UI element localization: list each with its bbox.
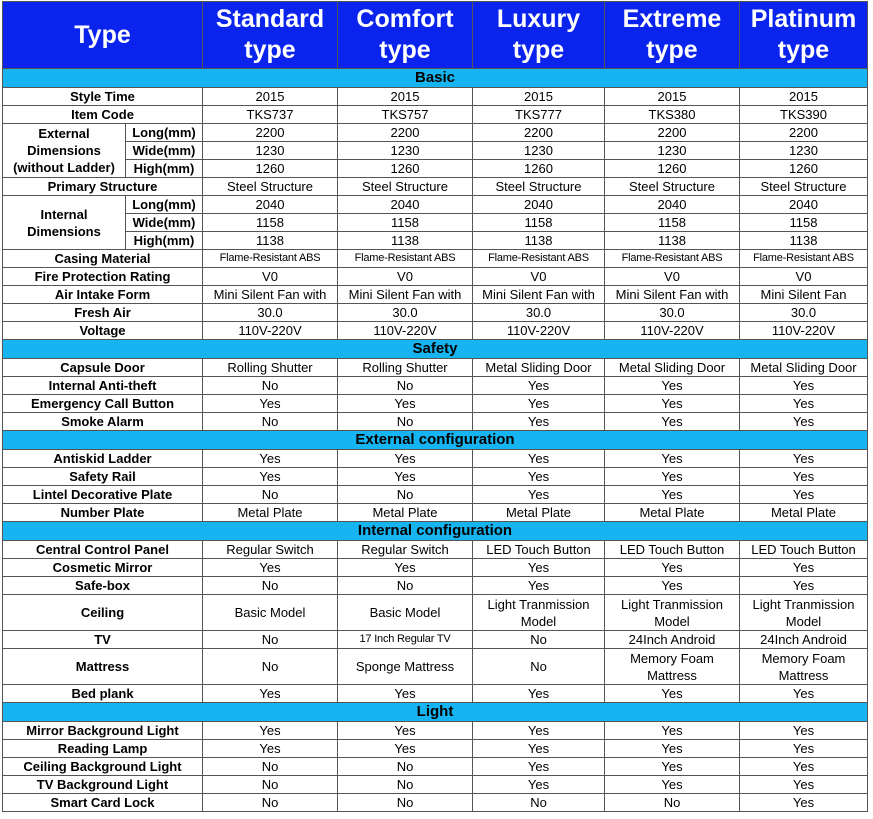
cell-value: LED Touch Button: [605, 541, 740, 559]
cell-value: Yes: [740, 577, 868, 595]
section-light: Light: [3, 703, 868, 722]
cell-value: No: [203, 758, 338, 776]
product-header-text: type: [244, 36, 296, 64]
table-row: [3, 577, 868, 595]
cell-value: Yes: [473, 758, 605, 776]
cell-value: Metal Sliding Door: [473, 359, 605, 377]
table-row: [3, 377, 868, 395]
cell-value: Yes: [740, 740, 868, 758]
table-row: [3, 559, 868, 577]
table-row: [3, 541, 868, 559]
cell-value: Regular Switch: [203, 541, 338, 559]
cell-value: Yes: [473, 577, 605, 595]
cell-value: Yes: [473, 395, 605, 413]
cell-value: 30.0: [203, 304, 338, 322]
cell-value: Yes: [740, 395, 868, 413]
sub-label-wide: Wide(mm): [126, 142, 203, 160]
cell-value: Yes: [605, 450, 740, 468]
table-row: [3, 142, 868, 160]
cell-value: Yes: [338, 722, 473, 740]
table-row: [3, 776, 868, 794]
cell-value: Yes: [740, 468, 868, 486]
cell-value: 1230: [473, 142, 605, 160]
product-header: [605, 2, 740, 69]
cell-value: 110V-220V: [605, 322, 740, 340]
row-label: Style Time: [3, 88, 203, 106]
product-header-text: type: [379, 36, 431, 64]
table-row: [3, 504, 868, 522]
cell-value: Yes: [203, 450, 338, 468]
cell-value: LED Touch Button: [740, 541, 868, 559]
cell-value: 110V-220V: [740, 322, 868, 340]
row-label: Central Control Panel: [3, 541, 203, 559]
cell-value: Yes: [473, 486, 605, 504]
row-label: Capsule Door: [3, 359, 203, 377]
cell-value: Metal Plate: [473, 504, 605, 522]
cell-value: Yes: [473, 450, 605, 468]
cell-value: 2015: [605, 88, 740, 106]
cell-value: Yes: [473, 468, 605, 486]
cell-value: Yes: [473, 740, 605, 758]
row-label: Antiskid Ladder: [3, 450, 203, 468]
cell-value: 17 Inch Regular TV: [338, 631, 473, 649]
table-row: [3, 413, 868, 431]
cell-value: V0: [473, 268, 605, 286]
cell-value: 1158: [338, 214, 473, 232]
cell-value: Mini Silent Fan: [740, 286, 868, 304]
cell-value: Yes: [473, 559, 605, 577]
group-label-external-dimensions: External Dimensions (without Ladder): [3, 124, 126, 178]
cell-value: Metal Plate: [338, 504, 473, 522]
cell-value: Yes: [338, 468, 473, 486]
cell-value: 1260: [740, 160, 868, 178]
cell-value: Memory Foam Mattress: [605, 649, 740, 685]
cell-value: 1138: [605, 232, 740, 250]
cell-value: No: [203, 794, 338, 812]
cell-value: Yes: [605, 486, 740, 504]
table-row: [3, 268, 868, 286]
header-row: [3, 2, 868, 69]
cell-value: 2015: [740, 88, 868, 106]
cell-value: No: [338, 577, 473, 595]
product-header-text: type: [777, 36, 830, 64]
row-label: Ceiling Background Light: [3, 758, 203, 776]
cell-value: 1158: [473, 214, 605, 232]
cell-value: 30.0: [338, 304, 473, 322]
cell-value: Basic Model: [203, 595, 338, 631]
row-label: Cosmetic Mirror: [3, 559, 203, 577]
sub-label-long: Long(mm): [126, 124, 203, 142]
cell-value: 1138: [473, 232, 605, 250]
row-label: Internal Anti-theft: [3, 377, 203, 395]
cell-value: TKS390: [740, 106, 868, 124]
cell-value: 110V-220V: [203, 322, 338, 340]
row-label: Mattress: [3, 649, 203, 685]
cell-value: Yes: [473, 722, 605, 740]
cell-value: Steel Structure: [338, 178, 473, 196]
cell-value: No: [203, 631, 338, 649]
cell-value: Yes: [473, 413, 605, 431]
row-label: Fire Protection Rating: [3, 268, 203, 286]
cell-value: 1158: [203, 214, 338, 232]
cell-value: No: [203, 486, 338, 504]
cell-value: Yes: [338, 450, 473, 468]
row-label: Lintel Decorative Plate: [3, 486, 203, 504]
cell-value: Metal Plate: [605, 504, 740, 522]
cell-value: Yes: [605, 377, 740, 395]
row-label: Air Intake Form: [3, 286, 203, 304]
cell-value: Yes: [605, 559, 740, 577]
row-label: Fresh Air: [3, 304, 203, 322]
cell-value: Yes: [338, 685, 473, 703]
cell-value: Steel Structure: [473, 178, 605, 196]
cell-value: 2200: [203, 124, 338, 142]
row-label: Reading Lamp: [3, 740, 203, 758]
table-row: [3, 359, 868, 377]
cell-value: Yes: [605, 685, 740, 703]
cell-value: Yes: [338, 395, 473, 413]
row-label: Ceiling: [3, 595, 203, 631]
cell-value: 1230: [203, 142, 338, 160]
cell-value: Memory Foam Mattress: [740, 649, 868, 685]
cell-value: 2015: [203, 88, 338, 106]
cell-value: 1230: [605, 142, 740, 160]
table-row: [3, 124, 868, 142]
cell-value: No: [338, 794, 473, 812]
cell-value: Yes: [473, 685, 605, 703]
table-row: [3, 322, 868, 340]
cell-value: No: [338, 413, 473, 431]
cell-value: 2200: [338, 124, 473, 142]
row-label: Casing Material: [3, 250, 203, 268]
table-row: [3, 631, 868, 649]
cell-value: Yes: [605, 577, 740, 595]
row-label: Bed plank: [3, 685, 203, 703]
cell-value: Yes: [338, 740, 473, 758]
cell-value: Steel Structure: [203, 178, 338, 196]
cell-value: Yes: [605, 740, 740, 758]
cell-value: 2200: [740, 124, 868, 142]
cell-value: Yes: [740, 758, 868, 776]
cell-value: 1230: [740, 142, 868, 160]
cell-value: 2200: [605, 124, 740, 142]
table-row: [3, 595, 868, 631]
cell-value: Yes: [605, 468, 740, 486]
cell-value: Yes: [203, 685, 338, 703]
product-header-text: Luxury: [496, 5, 581, 33]
table-row: [3, 468, 868, 486]
table-row: [3, 232, 868, 250]
cell-value: Flame-Resistant ABS: [203, 250, 338, 268]
cell-value: 2040: [473, 196, 605, 214]
section-basic: Basic: [3, 69, 868, 88]
cell-value: 2040: [203, 196, 338, 214]
section-external-configuration: External configuration: [3, 431, 868, 450]
cell-value: Yes: [203, 722, 338, 740]
table-row: [3, 250, 868, 268]
cell-value: 2015: [473, 88, 605, 106]
sub-label-wide: Wide(mm): [126, 214, 203, 232]
cell-value: No: [203, 377, 338, 395]
cell-value: No: [473, 794, 605, 812]
cell-value: 2200: [473, 124, 605, 142]
cell-value: 24Inch Android: [740, 631, 868, 649]
cell-value: No: [473, 649, 605, 685]
product-header-text: type: [646, 36, 698, 64]
cell-value: 30.0: [740, 304, 868, 322]
cell-value: Mini Silent Fan with: [203, 286, 338, 304]
sub-label-high: High(mm): [126, 232, 203, 250]
cell-value: Yes: [605, 413, 740, 431]
cell-value: Yes: [740, 794, 868, 812]
table-row: [3, 685, 868, 703]
row-label: Number Plate: [3, 504, 203, 522]
cell-value: Steel Structure: [605, 178, 740, 196]
cell-value: TKS757: [338, 106, 473, 124]
table-row: [3, 722, 868, 740]
cell-value: Yes: [203, 559, 338, 577]
cell-value: 110V-220V: [338, 322, 473, 340]
cell-value: 1260: [605, 160, 740, 178]
cell-value: Flame-Resistant ABS: [338, 250, 473, 268]
table-row: [3, 794, 868, 812]
product-header: [740, 2, 868, 69]
type-header: Type: [3, 2, 203, 69]
cell-value: Yes: [740, 722, 868, 740]
row-label: Mirror Background Light: [3, 722, 203, 740]
row-label: Item Code: [3, 106, 203, 124]
cell-value: Steel Structure: [740, 178, 868, 196]
table-row: [3, 395, 868, 413]
cell-value: Yes: [473, 377, 605, 395]
cell-value: 1260: [473, 160, 605, 178]
sub-label-high: High(mm): [126, 160, 203, 178]
cell-value: Light Tranmission Model: [740, 595, 868, 631]
cell-value: Rolling Shutter: [203, 359, 338, 377]
cell-value: Regular Switch: [338, 541, 473, 559]
cell-value: Flame-Resistant ABS: [740, 250, 868, 268]
cell-value: 1158: [740, 214, 868, 232]
cell-value: Yes: [203, 740, 338, 758]
cell-value: 1138: [740, 232, 868, 250]
product-header-text: Platinum: [750, 5, 857, 33]
row-label: Smart Card Lock: [3, 794, 203, 812]
cell-value: No: [338, 377, 473, 395]
cell-value: Yes: [740, 413, 868, 431]
cell-value: Yes: [740, 776, 868, 794]
cell-value: Yes: [740, 486, 868, 504]
cell-value: Sponge Mattress: [338, 649, 473, 685]
cell-value: TKS737: [203, 106, 338, 124]
cell-value: Yes: [605, 776, 740, 794]
row-label: Primary Structure: [3, 178, 203, 196]
cell-value: V0: [740, 268, 868, 286]
cell-value: Yes: [473, 776, 605, 794]
cell-value: 1230: [338, 142, 473, 160]
cell-value: 1138: [338, 232, 473, 250]
table-row: [3, 740, 868, 758]
cell-value: 1260: [338, 160, 473, 178]
group-label-internal-dimensions: Internal Dimensions: [3, 196, 126, 250]
cell-value: Mini Silent Fan with: [473, 286, 605, 304]
product-header: [338, 2, 473, 69]
cell-value: 110V-220V: [473, 322, 605, 340]
cell-value: 30.0: [473, 304, 605, 322]
product-header-text: Extreme: [622, 5, 722, 33]
cell-value: Yes: [740, 450, 868, 468]
row-label: TV: [3, 631, 203, 649]
cell-value: 2015: [338, 88, 473, 106]
table-row: [3, 486, 868, 504]
table-row: [3, 178, 868, 196]
row-label: Emergency Call Button: [3, 395, 203, 413]
cell-value: TKS777: [473, 106, 605, 124]
cell-value: Mini Silent Fan with: [605, 286, 740, 304]
cell-value: 2040: [740, 196, 868, 214]
cell-value: Yes: [605, 758, 740, 776]
cell-value: Yes: [203, 468, 338, 486]
cell-value: Yes: [605, 395, 740, 413]
cell-value: Metal Sliding Door: [740, 359, 868, 377]
product-header-text: type: [512, 36, 565, 64]
cell-value: Basic Model: [338, 595, 473, 631]
cell-value: Yes: [740, 559, 868, 577]
cell-value: 30.0: [605, 304, 740, 322]
table-row: [3, 758, 868, 776]
product-header: [473, 2, 605, 69]
cell-value: 2040: [338, 196, 473, 214]
table-row: [3, 304, 868, 322]
cell-value: No: [203, 649, 338, 685]
cell-value: V0: [605, 268, 740, 286]
cell-value: Yes: [605, 722, 740, 740]
section-internal-configuration: Internal configuration: [3, 522, 868, 541]
cell-value: Mini Silent Fan with: [338, 286, 473, 304]
cell-value: Metal Plate: [740, 504, 868, 522]
row-label: Safety Rail: [3, 468, 203, 486]
cell-value: Rolling Shutter: [338, 359, 473, 377]
table-row: [3, 88, 868, 106]
cell-value: Yes: [338, 559, 473, 577]
cell-value: Flame-Resistant ABS: [473, 250, 605, 268]
table-row: [3, 106, 868, 124]
cell-value: No: [338, 758, 473, 776]
cell-value: No: [203, 776, 338, 794]
cell-value: No: [473, 631, 605, 649]
cell-value: No: [338, 486, 473, 504]
cell-value: Light Tranmission Model: [473, 595, 605, 631]
product-header-text: Standard: [215, 5, 325, 33]
cell-value: V0: [203, 268, 338, 286]
cell-value: No: [203, 577, 338, 595]
cell-value: Yes: [740, 685, 868, 703]
cell-value: Light Tranmission Model: [605, 595, 740, 631]
product-header: [203, 2, 338, 69]
section-safety: Safety: [3, 340, 868, 359]
cell-value: 1138: [203, 232, 338, 250]
cell-value: 2040: [605, 196, 740, 214]
product-header-text: Comfort: [356, 5, 454, 33]
table-row: [3, 196, 868, 214]
table-row: [3, 286, 868, 304]
cell-value: Yes: [740, 377, 868, 395]
cell-value: 1158: [605, 214, 740, 232]
cell-value: V0: [338, 268, 473, 286]
cell-value: 24Inch Android: [605, 631, 740, 649]
cell-value: No: [605, 794, 740, 812]
cell-value: No: [338, 776, 473, 794]
table-row: [3, 649, 868, 685]
sub-label-long: Long(mm): [126, 196, 203, 214]
cell-value: Flame-Resistant ABS: [605, 250, 740, 268]
row-label: Safe-box: [3, 577, 203, 595]
row-label: TV Background Light: [3, 776, 203, 794]
row-label: Voltage: [3, 322, 203, 340]
table-row: [3, 450, 868, 468]
cell-value: No: [203, 413, 338, 431]
cell-value: Yes: [203, 395, 338, 413]
cell-value: TKS380: [605, 106, 740, 124]
table-row: [3, 214, 868, 232]
cell-value: LED Touch Button: [473, 541, 605, 559]
spec-table: [2, 1, 868, 812]
cell-value: Metal Sliding Door: [605, 359, 740, 377]
row-label: Smoke Alarm: [3, 413, 203, 431]
cell-value: Metal Plate: [203, 504, 338, 522]
table-row: [3, 160, 868, 178]
cell-value: 1260: [203, 160, 338, 178]
